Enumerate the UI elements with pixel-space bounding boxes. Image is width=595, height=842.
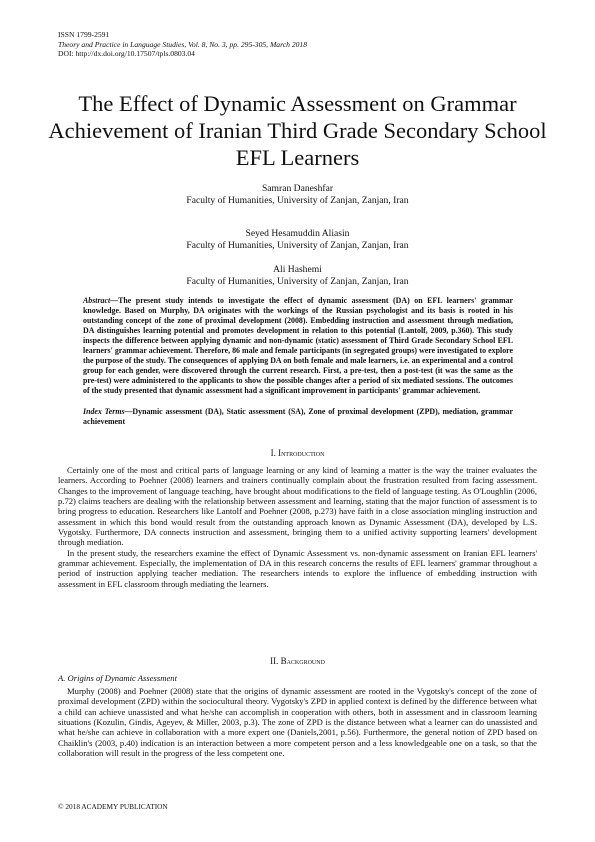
background-body	[58, 686, 537, 758]
author-block	[0, 183, 595, 207]
paragraph: Certainly one of the most and critical parts of language learning or any kind of learning a matter is the way the trainer evaluates the learners. According to Poehner (2008) learners and trainers continually complain about the frustration resulted from facing assessment. Changes to the improvement of language teaching, have brought about modifications to the field of language testing. As O'Loughlin (2006, p.72) claims teachers are dealing with the relationship between assessment and learning, stating that the major function of assessment is to bring progress to education. Researchers like Lantolf and Poehner (2008, p.273) have faith in a close association mingling instruction and assessment in which this bond would result from the outstanding approach known as Dynamic Assessment (DA), developed by L.S. Vygotsky. Furthermore, DA connects instruction and assessment, bringing them to a unified activity supporting learners' development through mediation.	[58, 465, 537, 548]
journal-header	[58, 30, 307, 59]
author-affiliation: Faculty of Humanities, University of Zanjan, Zanjan, Iran	[186, 240, 409, 251]
abstract-label: Abstract	[83, 296, 111, 305]
page-footer: © 2018 ACADEMY PUBLICATION	[58, 802, 168, 811]
doi-line: DOI: http://dx.doi.org/10.17507/tpls.0803.04	[58, 49, 195, 59]
journal-citation: Theory and Practice in Language Studies, Vol. 8, No. 3, pp. 295-305, March 2018	[58, 39, 308, 49]
index-terms	[83, 407, 513, 427]
section-heading-introduction	[0, 448, 595, 459]
index-terms-label: Index Terms	[83, 407, 125, 416]
section-title: Introduction	[278, 448, 325, 458]
author-name: Ali Hashemi	[273, 264, 322, 275]
author-block	[0, 264, 595, 288]
author-affiliation: Faculty of Humanities, University of Zanjan, Zanjan, Iran	[186, 195, 409, 206]
section-number: I.	[270, 448, 276, 458]
abstract-text: —The present study intends to investigate the effect of dynamic assessment (DA) on EFL learners' grammar knowledge. Based on Murphy, DA originates with the workings of the Russian psychologist and its basis is rooted in his outstanding concept of the zone of proximal development (2008). Embedding instruction and assessment through mediation, DA distinguishes learning potential and promotes development in relation to this potential (Lantolf, 2009, p.360). This study inspects the difference between applying dynamic and non-dynamic (static) assessment of Third Grade Secondary School EFL learners' grammar achievement. Therefore, 86 male and female participants (in segregated groups) were investigated to explore the purpose of the study. The consequences of applying DA on both female and male learners, i.e. an experimental and a control group for each gender, were discovered through the current research. First, a pre-test, then a post-test (it was the same as the pre-test) were administered to the applicants to show the possible changes after a period of six mediated sessions. The outcomes of the study presented that dynamic assessment had a significant improvement in participants' grammar achievement.	[83, 296, 513, 396]
paragraph: In the present study, the researchers examine the effect of Dynamic Assessment vs. non-dynamic assessment on Iranian EFL learners' grammar achievement. Especially, the implementation of DA in this research concerns the results of EFL learners' grammar throughout a period of instruction applying teacher mediation. The researchers intends to explore the influence of embedding instruction with assessment in EFL classroom through mediating the learners.	[58, 547, 537, 589]
subsection-heading: A. Origins of Dynamic Assessment	[58, 673, 177, 683]
author-affiliation: Faculty of Humanities, University of Zanjan, Zanjan, Iran	[186, 276, 409, 287]
index-terms-text: —Dynamic assessment (DA), Static assessment (SA), Zone of proximal development (ZPD), mediation, grammar achievement	[83, 407, 513, 427]
abstract	[83, 296, 513, 396]
paper-title: The Effect of Dynamic Assessment on Grammar Achievement of Iranian Third Grade Secondary School EFL Learners	[48, 91, 547, 170]
section-number: II.	[270, 656, 279, 666]
author-name: Samran Daneshfar	[261, 183, 334, 194]
paragraph: Murphy (2008) and Poehner (2008) state that the origins of dynamic assessment are rooted in the Vygotsky's concept of the zone of proximal development (ZPD) within the sociocultural theory. Vygotsky's ZPD in applied context is defined by the difference between what a child can achieve unassisted and what he/she can accomplish in cooperation with others, both in assessment and in classroom learning situations (Kozulin, Gindis, Ageyev, & Miller, 2003, p.3). The zone of ZPD is the distance between what a learner can do unassisted and what he/she can achieve in collaboration with a more expert one (Daniels,2001, p.56). Furthermore, the general notion of ZPD based on Chaiklin's (2003, p.40) indication is an interaction between a more competent person and a less knowledgeable one on a task, so that the collaboration will result in the progress of the less competent one.	[58, 686, 537, 759]
introduction-body	[58, 465, 537, 589]
issn-line: ISSN 1799-2591	[58, 30, 110, 39]
section-heading-background	[0, 656, 595, 667]
author-block	[0, 228, 595, 252]
section-title: Background	[280, 656, 325, 666]
author-name: Seyed Hesamuddin Aliasin	[245, 228, 350, 239]
